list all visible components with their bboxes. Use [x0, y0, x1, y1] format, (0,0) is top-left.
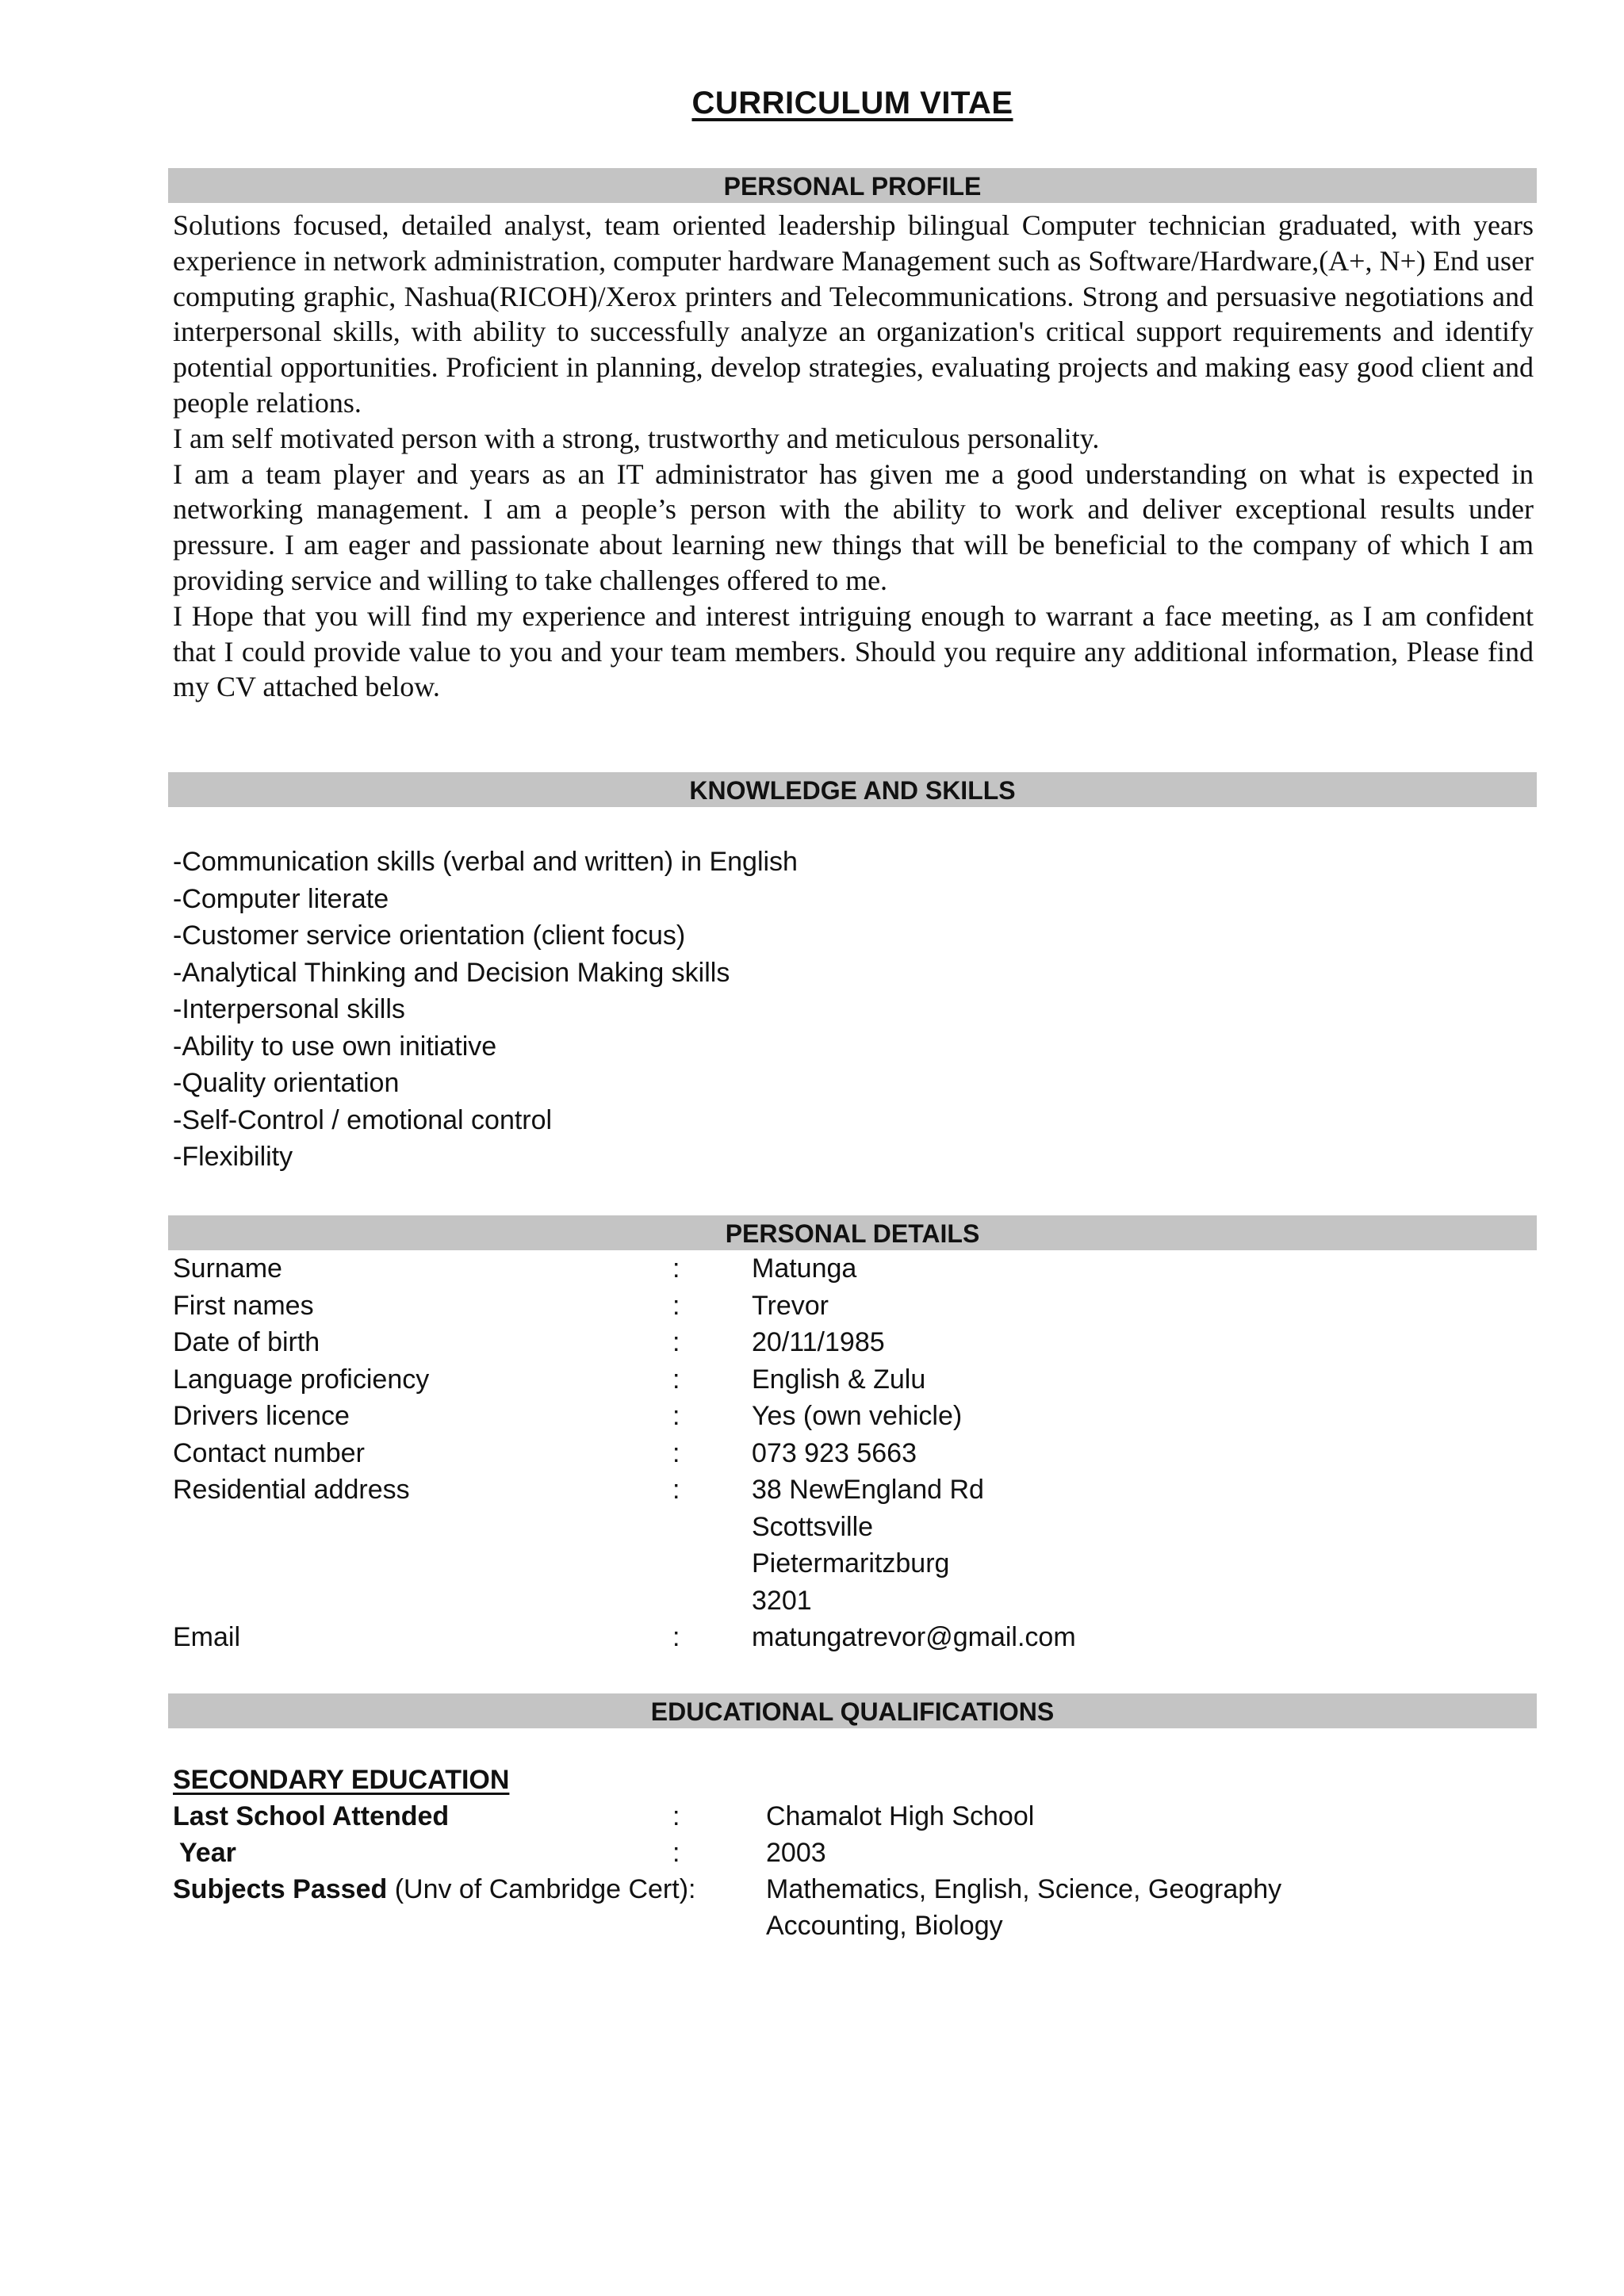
personal-profile-text — [173, 208, 1534, 705]
detail-separator: : — [672, 1401, 680, 1431]
detail-row-surname — [173, 1250, 1076, 1288]
profile-paragraph: Solutions focused, detailed analyst, team oriented leadership bilingual Computer technician graduated, with years experience in network administration, computer hardware Management such as Software/Hardware,(A+, N+) End user computing graphic, Nashua(RICOH)/Xerox printers and Telecommunications. Strong and persuasive negotiations and interpersonal skills, with ability to successfully analyze an organization's critical support requirements and identify potential opportunities. Proficient in planning, develop strategies, evaluating projects and making easy good client and people relations. — [173, 209, 1534, 419]
detail-label: Email — [173, 1622, 241, 1652]
detail-value: 073 923 5663 — [752, 1437, 917, 1468]
detail-label: Language proficiency — [173, 1364, 430, 1395]
edu-value: 2003 — [766, 1838, 826, 1868]
detail-label: First names — [173, 1290, 314, 1321]
skill-item: -Flexibility — [173, 1142, 293, 1172]
detail-separator: : — [672, 1622, 680, 1652]
detail-separator: : — [672, 1290, 680, 1321]
section-header-personal-details: PERSONAL DETAILS — [168, 1215, 1537, 1250]
detail-separator: : — [672, 1364, 680, 1395]
detail-row-residential-address — [173, 1471, 1076, 1619]
edu-label: Year — [179, 1838, 236, 1868]
detail-row-language — [173, 1361, 1076, 1399]
personal-details-table — [173, 1250, 1076, 1656]
skill-item: -Communication skills (verbal and written) in English — [173, 847, 798, 877]
edu-label: Last School Attended — [173, 1801, 450, 1831]
detail-row-first-names — [173, 1288, 1076, 1325]
education-block — [173, 1762, 1281, 1944]
detail-label: Drivers licence — [173, 1401, 350, 1431]
section-header-personal-profile: PERSONAL PROFILE — [168, 168, 1537, 203]
detail-value: Yes (own vehicle) — [752, 1401, 963, 1431]
profile-paragraph: I am self motivated person with a strong, trustworthy and meticulous personality. — [173, 422, 1100, 454]
edu-label-rest: (Unv of Cambridge Cert): — [387, 1874, 696, 1904]
document-title: CURRICULUM VITAE — [691, 86, 1013, 121]
skill-item: -Interpersonal skills — [173, 994, 405, 1024]
edu-value: Mathematics, English, Science, Geography — [766, 1874, 1282, 1904]
detail-label: Residential address — [173, 1475, 410, 1505]
section-header-education: EDUCATIONAL QUALIFICATIONS — [168, 1693, 1537, 1728]
detail-value: English & Zulu — [752, 1364, 926, 1395]
skill-item: -Ability to use own initiative — [173, 1031, 497, 1062]
detail-row-date-of-birth — [173, 1324, 1076, 1361]
profile-paragraph: I Hope that you will find my experience and interest intriguing enough to warrant a face meeting, as I am confident that I could provide value to you and your team members. Should you require any additional information, Please find my CV attached below. — [173, 599, 1534, 703]
skill-item: -Customer service orientation (client focus) — [173, 920, 686, 951]
detail-label: Contact number — [173, 1437, 365, 1468]
edu-label: Subjects Passed — [173, 1874, 388, 1904]
detail-label: Surname — [173, 1253, 282, 1284]
secondary-education-heading: SECONDARY EDUCATION — [173, 1765, 510, 1795]
profile-paragraph: I am a team player and years as an IT administrator has given me a good understanding on what is expected in networking management. I am a people’s person with the ability to work and deliver exceptional results under pressure. I am eager and passionate about learning new things that will be beneficial to the company of which I am providing service and willing to take challenges offered to me. — [173, 457, 1534, 596]
edu-value: Accounting, Biology — [766, 1911, 1003, 1941]
detail-label: Date of birth — [173, 1327, 320, 1357]
edu-row-subjects — [173, 1871, 1281, 1944]
skill-item: -Computer literate — [173, 883, 389, 914]
detail-value: Trevor — [752, 1290, 829, 1321]
detail-separator: : — [672, 1475, 680, 1505]
address-line: 38 NewEngland Rd — [752, 1475, 984, 1505]
edu-row-last-school — [173, 1798, 1281, 1835]
edu-row-year — [173, 1835, 1281, 1871]
edu-separator: : — [672, 1838, 680, 1868]
detail-separator: : — [672, 1327, 680, 1357]
skill-item: -Quality orientation — [173, 1068, 400, 1098]
edu-value: Chamalot High School — [766, 1801, 1035, 1831]
address-line: Scottsville — [752, 1511, 874, 1542]
skill-item: -Self-Control / emotional control — [173, 1104, 553, 1135]
detail-separator: : — [672, 1253, 680, 1284]
address-line: 3201 — [752, 1585, 812, 1616]
detail-row-contact-number — [173, 1435, 1076, 1472]
detail-value: 20/11/1985 — [752, 1327, 885, 1357]
detail-value: Matunga — [752, 1253, 857, 1284]
detail-separator: : — [672, 1437, 680, 1468]
section-header-knowledge-skills: KNOWLEDGE AND SKILLS — [168, 772, 1537, 807]
email-value: matungatrevor@gmail.com — [752, 1622, 1076, 1652]
skill-item: -Analytical Thinking and Decision Making skills — [173, 957, 730, 988]
address-line: Pietermaritzburg — [752, 1548, 950, 1578]
detail-row-drivers-licence — [173, 1398, 1076, 1435]
detail-row-email — [173, 1619, 1076, 1656]
edu-separator: : — [672, 1801, 680, 1831]
skills-list — [173, 844, 798, 1176]
